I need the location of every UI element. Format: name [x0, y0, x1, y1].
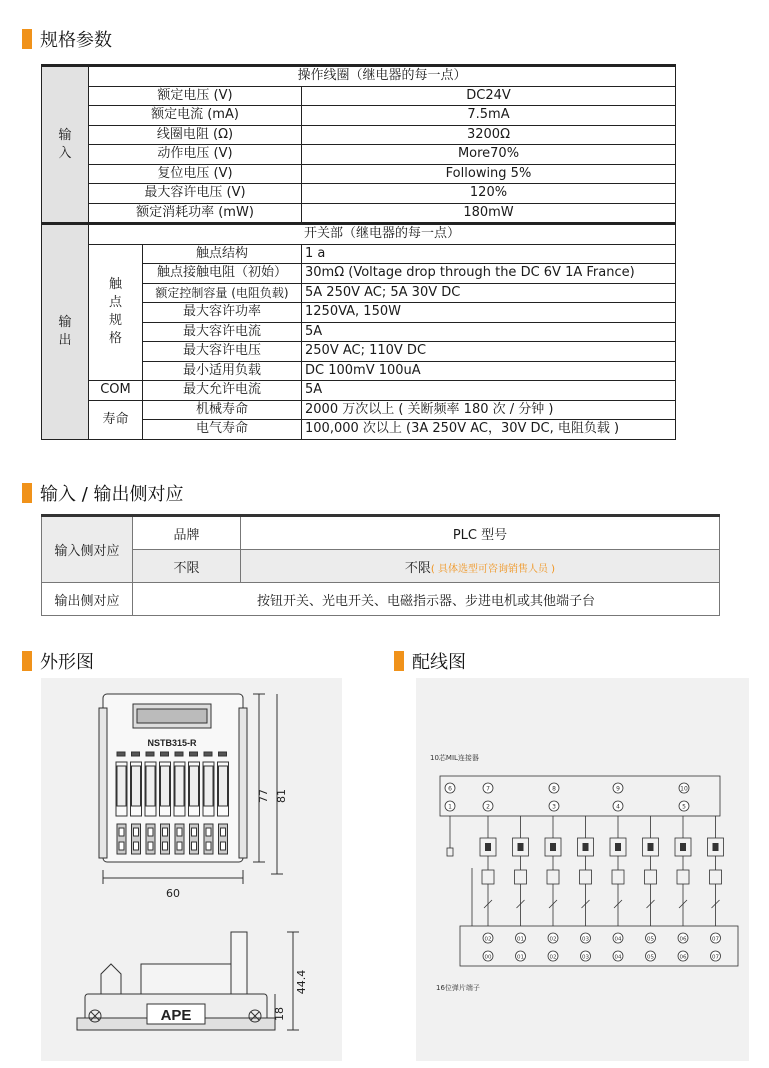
spec-value: 5A 250V AC; 5A 30V DC — [302, 283, 676, 303]
terminal-label: 00 — [484, 954, 492, 961]
spec-name: 额定电压 (V) — [89, 86, 302, 106]
spec-value: 30mΩ (Voltage drop through the DC 6V 1A France) — [302, 264, 676, 284]
orange-marker — [22, 29, 32, 49]
connector-box — [440, 776, 720, 816]
wiring-diagram — [416, 678, 749, 1061]
terminal-slot — [177, 828, 182, 836]
outline-drawing-panel — [41, 678, 342, 1061]
terminal-slot — [119, 842, 124, 850]
led-indicator — [161, 752, 169, 756]
terminal-label: 02 — [549, 936, 557, 943]
terminal-box — [460, 926, 738, 966]
led-indicator — [219, 752, 227, 756]
outline-drawing — [41, 678, 342, 1061]
spec-value: 2000 万次以上 ( 关断频率 180 次 / 分钟 ) — [302, 400, 676, 420]
spec-value: DC24V — [302, 86, 676, 106]
terminal-slot — [163, 828, 168, 836]
relay-core — [648, 843, 654, 851]
terminal-slot — [119, 828, 124, 836]
contact-group-label: 触 点 规 格 — [89, 244, 143, 381]
led-indicator — [117, 752, 125, 756]
terminal-label: 16位弹片端子 — [436, 984, 480, 992]
relay-core — [680, 843, 686, 851]
life-group-label: 寿命 — [89, 400, 143, 439]
terminal-slot — [206, 828, 211, 836]
side-body — [141, 964, 233, 994]
spec-value: 7.5mA — [302, 106, 676, 126]
spec-name: 最小适用负载 — [143, 361, 302, 381]
terminal-label: 05 — [647, 954, 654, 961]
output-side-label: 输出侧对应 — [42, 583, 133, 616]
terminal-slot — [134, 842, 139, 850]
relay-window — [117, 766, 126, 806]
relay-contact — [612, 870, 624, 884]
relay-core — [583, 843, 589, 851]
relay-core — [713, 843, 719, 851]
model-label: NSTB315-R — [147, 738, 197, 748]
terminal-slot — [177, 842, 182, 850]
led-indicator — [146, 752, 154, 756]
relay-window — [190, 766, 199, 806]
spec-value: More70% — [302, 145, 676, 165]
pin-label: 6 — [448, 785, 452, 793]
spec-value: 5A — [302, 381, 676, 401]
terminal-slot — [148, 842, 153, 850]
led-indicator — [190, 752, 198, 756]
spec-name: 电气寿命 — [143, 420, 302, 440]
input-side-label: 输入侧对应 — [42, 516, 133, 583]
dim-height-44: 44.4 — [295, 969, 308, 995]
pin-label: 3 — [552, 803, 556, 811]
output-group-label: 输 出 — [42, 224, 89, 440]
relay-contact — [710, 870, 722, 884]
led-indicator — [175, 752, 183, 756]
orange-marker — [22, 483, 32, 503]
orange-marker — [394, 651, 404, 671]
plc-value-cell — [241, 550, 720, 583]
section-title-outline: 外形图 — [22, 648, 94, 674]
terminal-slot — [148, 828, 153, 836]
terminal-label: 03 — [582, 954, 589, 961]
pin-label: 5 — [682, 803, 686, 811]
dim-width: 60 — [166, 887, 180, 900]
dim-height-81: 81 — [275, 789, 288, 803]
relay-core — [550, 843, 556, 851]
terminal-label: 01 — [517, 954, 524, 961]
terminal-label: 02 — [549, 954, 557, 961]
spec-name: 最大容许功率 — [143, 303, 302, 323]
relay-contact — [645, 870, 657, 884]
spec-name: 额定电流 (mA) — [89, 106, 302, 126]
section-title-io: 输入 / 输出侧对应 — [22, 480, 184, 506]
relay-window — [204, 766, 213, 806]
section-title-wiring: 配线图 — [394, 648, 466, 674]
connector-label: 10芯MIL连接器 — [430, 754, 479, 762]
terminal-slot — [206, 842, 211, 850]
terminal-slot — [192, 828, 197, 836]
spec-value: 1 a — [302, 244, 676, 264]
led-indicator — [132, 752, 140, 756]
terminal-label: 07 — [712, 954, 719, 961]
input-header: 操作线圈（继电器的每一点） — [89, 66, 676, 87]
relay-window — [132, 766, 141, 806]
spec-name: 触点接触电阻（初始） — [143, 264, 302, 284]
wiring-diagram-panel — [416, 678, 749, 1061]
terminal-slot — [163, 842, 168, 850]
output-header: 开关部（继电器的每一点） — [89, 224, 676, 245]
input-group-label: 输 入 — [42, 66, 89, 224]
com-group-label: COM — [89, 381, 143, 401]
relay-contact — [515, 870, 527, 884]
pin-label: 10 — [680, 785, 688, 793]
terminal-slot — [221, 828, 226, 836]
terminal-label: 02 — [484, 936, 492, 943]
brand-value: 不限 — [133, 550, 241, 583]
spec-name: 最大允许电流 — [143, 381, 302, 401]
dim-height-18: 18 — [273, 1007, 286, 1021]
terminal-label: 03 — [582, 936, 589, 943]
spec-name: 额定消耗功率 (mW) — [89, 203, 302, 224]
plc-header: PLC 型号 — [241, 516, 720, 550]
plc-note: ( 具体选型可咨询销售人员 ) — [430, 563, 556, 575]
spec-name: 机械寿命 — [143, 400, 302, 420]
orange-marker — [22, 651, 32, 671]
output-side-value: 按钮开关、光电开关、电磁指示器、步进电机或其他端子台 — [133, 583, 720, 616]
pin-label: 7 — [486, 785, 490, 793]
relay-contact — [482, 870, 494, 884]
relay-window — [146, 766, 155, 806]
io-table — [41, 514, 720, 616]
relay-window — [219, 766, 228, 806]
pin-label: 8 — [552, 785, 556, 793]
spec-name: 线圈电阻 (Ω) — [89, 125, 302, 145]
terminal-slot — [134, 828, 139, 836]
spec-name: 最大容许电压 (V) — [89, 184, 302, 204]
spec-value: 180mW — [302, 203, 676, 224]
relay-contact — [580, 870, 592, 884]
spec-name: 动作电压 (V) — [89, 145, 302, 165]
spec-value: 100,000 次以上 (3A 250V AC，30V DC, 电阻负载 ) — [302, 420, 676, 440]
relay-core — [518, 843, 524, 851]
relay-core — [485, 843, 491, 851]
relay-contact — [677, 870, 689, 884]
spec-value: 3200Ω — [302, 125, 676, 145]
terminal-label: 05 — [647, 936, 654, 943]
dim-height-77: 77 — [257, 789, 270, 803]
relay-core — [615, 843, 621, 851]
terminal-label: 06 — [679, 954, 687, 961]
section-title-spec: 规格参数 — [22, 26, 112, 52]
led-indicator — [204, 752, 212, 756]
ape-logo: APE — [160, 1007, 192, 1024]
spec-value: 120% — [302, 184, 676, 204]
relay-window — [161, 766, 170, 806]
plc-value: 不限 — [404, 560, 431, 576]
spec-name: 复位电压 (V) — [89, 164, 302, 184]
spec-value: 1250VA, 150W — [302, 303, 676, 323]
relay-contact — [547, 870, 559, 884]
terminal-label: 07 — [712, 936, 719, 943]
spec-value: DC 100mV 100uA — [302, 361, 676, 381]
terminal-label: 06 — [679, 936, 687, 943]
spec-name: 最大容许电流 — [143, 322, 302, 342]
terminal-slot — [192, 842, 197, 850]
spec-value: Following 5% — [302, 164, 676, 184]
diode — [447, 848, 453, 856]
relay-window — [175, 766, 184, 806]
pin-label: 2 — [486, 803, 490, 811]
brand-header: 品牌 — [133, 516, 241, 550]
terminal-label: 01 — [517, 936, 524, 943]
pin-label: 1 — [448, 803, 452, 811]
spec-table — [41, 64, 676, 440]
pin-label: 4 — [616, 803, 620, 811]
spec-name: 最大容许电压 — [143, 342, 302, 362]
terminal-label: 04 — [614, 954, 622, 961]
spec-name: 触点结构 — [143, 244, 302, 264]
terminal-label: 04 — [614, 936, 622, 943]
spec-name: 额定控制容量 (电阻负载) — [143, 283, 302, 303]
spec-value: 250V AC; 110V DC — [302, 342, 676, 362]
pin-label: 9 — [616, 785, 620, 793]
terminal-slot — [221, 842, 226, 850]
spec-value: 5A — [302, 322, 676, 342]
